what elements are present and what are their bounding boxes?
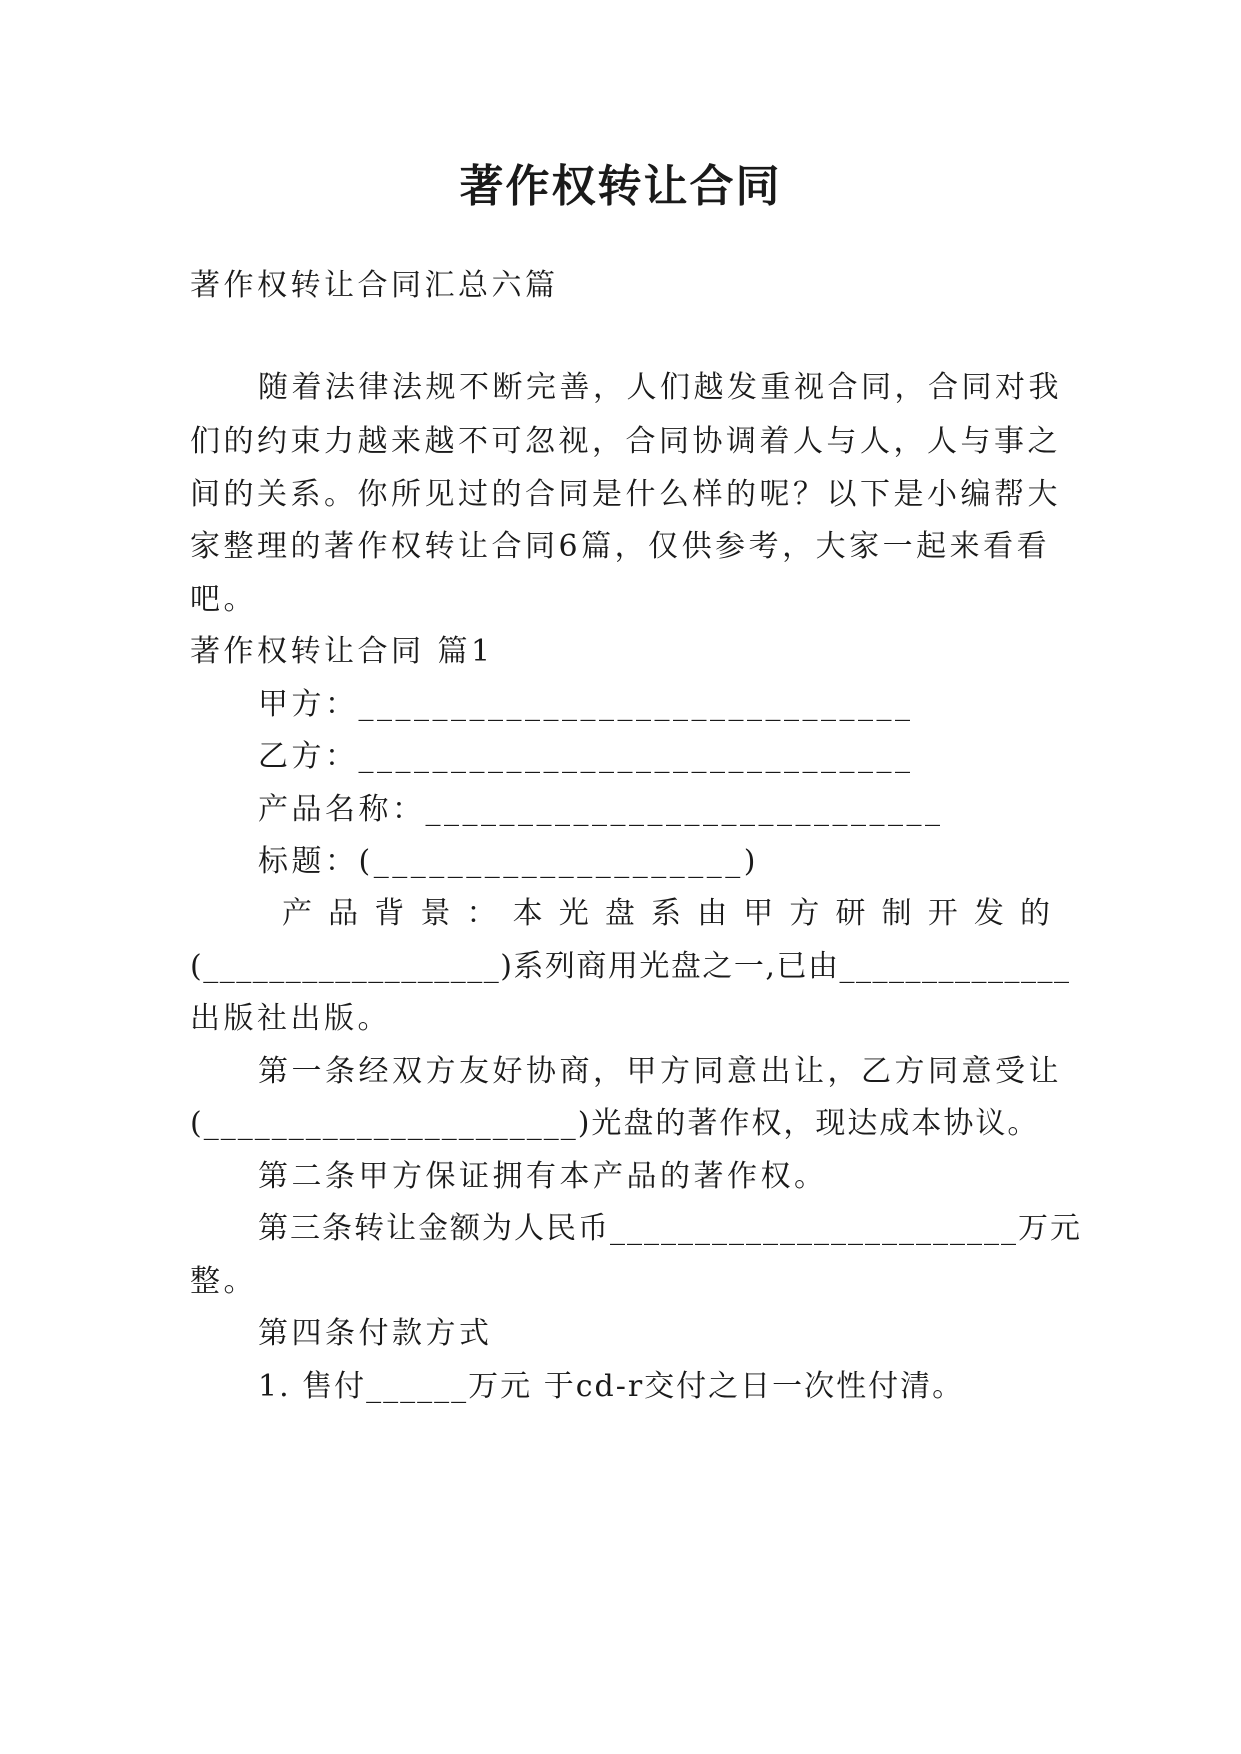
section-heading: 著作权转让合同 篇1	[190, 634, 494, 669]
intro-line: 吧。	[190, 582, 257, 617]
background-char: 本	[512, 896, 543, 931]
background-char: 景	[420, 896, 451, 931]
intro-line: 间的关系。你所见过的合同是什么样的呢？以下是小编帮大	[190, 477, 1061, 512]
product-background-line: (__________________)系列商用光盘之一,已由______________	[190, 949, 1071, 984]
product-background-line: 出版社出版。	[190, 1001, 391, 1036]
article-3-line: 整。	[190, 1264, 257, 1299]
background-char: 盘	[604, 896, 635, 931]
background-char: 由	[697, 896, 728, 931]
background-char: 甲	[743, 896, 774, 931]
party-a-field: 甲方：______________________________	[258, 687, 914, 722]
product-background-line	[282, 894, 1050, 934]
background-char: 的	[1020, 896, 1050, 931]
article-4-item: 1. 售付______万元 于cd-r交付之日一次性付清。	[258, 1369, 965, 1404]
background-char: 发	[973, 896, 1004, 931]
background-char: 系	[651, 896, 681, 931]
article-1-line: 第一条经双方友好协商，甲方同意出让，乙方同意受让	[258, 1054, 1062, 1089]
article-2: 第二条甲方保证拥有本产品的著作权。	[258, 1159, 828, 1194]
document-subtitle: 著作权转让合同汇总六篇	[190, 268, 559, 303]
background-char: 制	[881, 896, 912, 931]
article-1-line: (______________________)光盘的著作权，现达成本协议。	[190, 1106, 1040, 1141]
background-char: ：	[466, 896, 497, 931]
party-b-field: 乙方：______________________________	[258, 739, 914, 774]
background-char: 产	[282, 896, 312, 931]
intro-line: 家整理的著作权转让合同6篇，仅供参考，大家一起来看看	[190, 529, 1051, 564]
article-3-line: 第三条转让金额为人民币________________________万元	[258, 1211, 1082, 1246]
caption-field: 标题：(____________________)	[258, 844, 759, 879]
background-char: 方	[789, 896, 820, 931]
intro-line: 随着法律法规不断完善，人们越发重视合同，合同对我	[258, 370, 1062, 405]
product-name-field: 产品名称：____________________________	[258, 792, 944, 827]
background-char: 背	[374, 896, 405, 931]
background-char: 开	[927, 896, 958, 931]
background-char: 研	[835, 896, 866, 931]
document-title: 著作权转让合同	[459, 161, 782, 212]
background-char: 品	[328, 896, 359, 931]
article-4-heading: 第四条付款方式	[258, 1316, 493, 1351]
background-char: 光	[558, 896, 589, 931]
intro-line: 们的约束力越来越不可忽视，合同协调着人与人，人与事之	[190, 424, 1061, 459]
